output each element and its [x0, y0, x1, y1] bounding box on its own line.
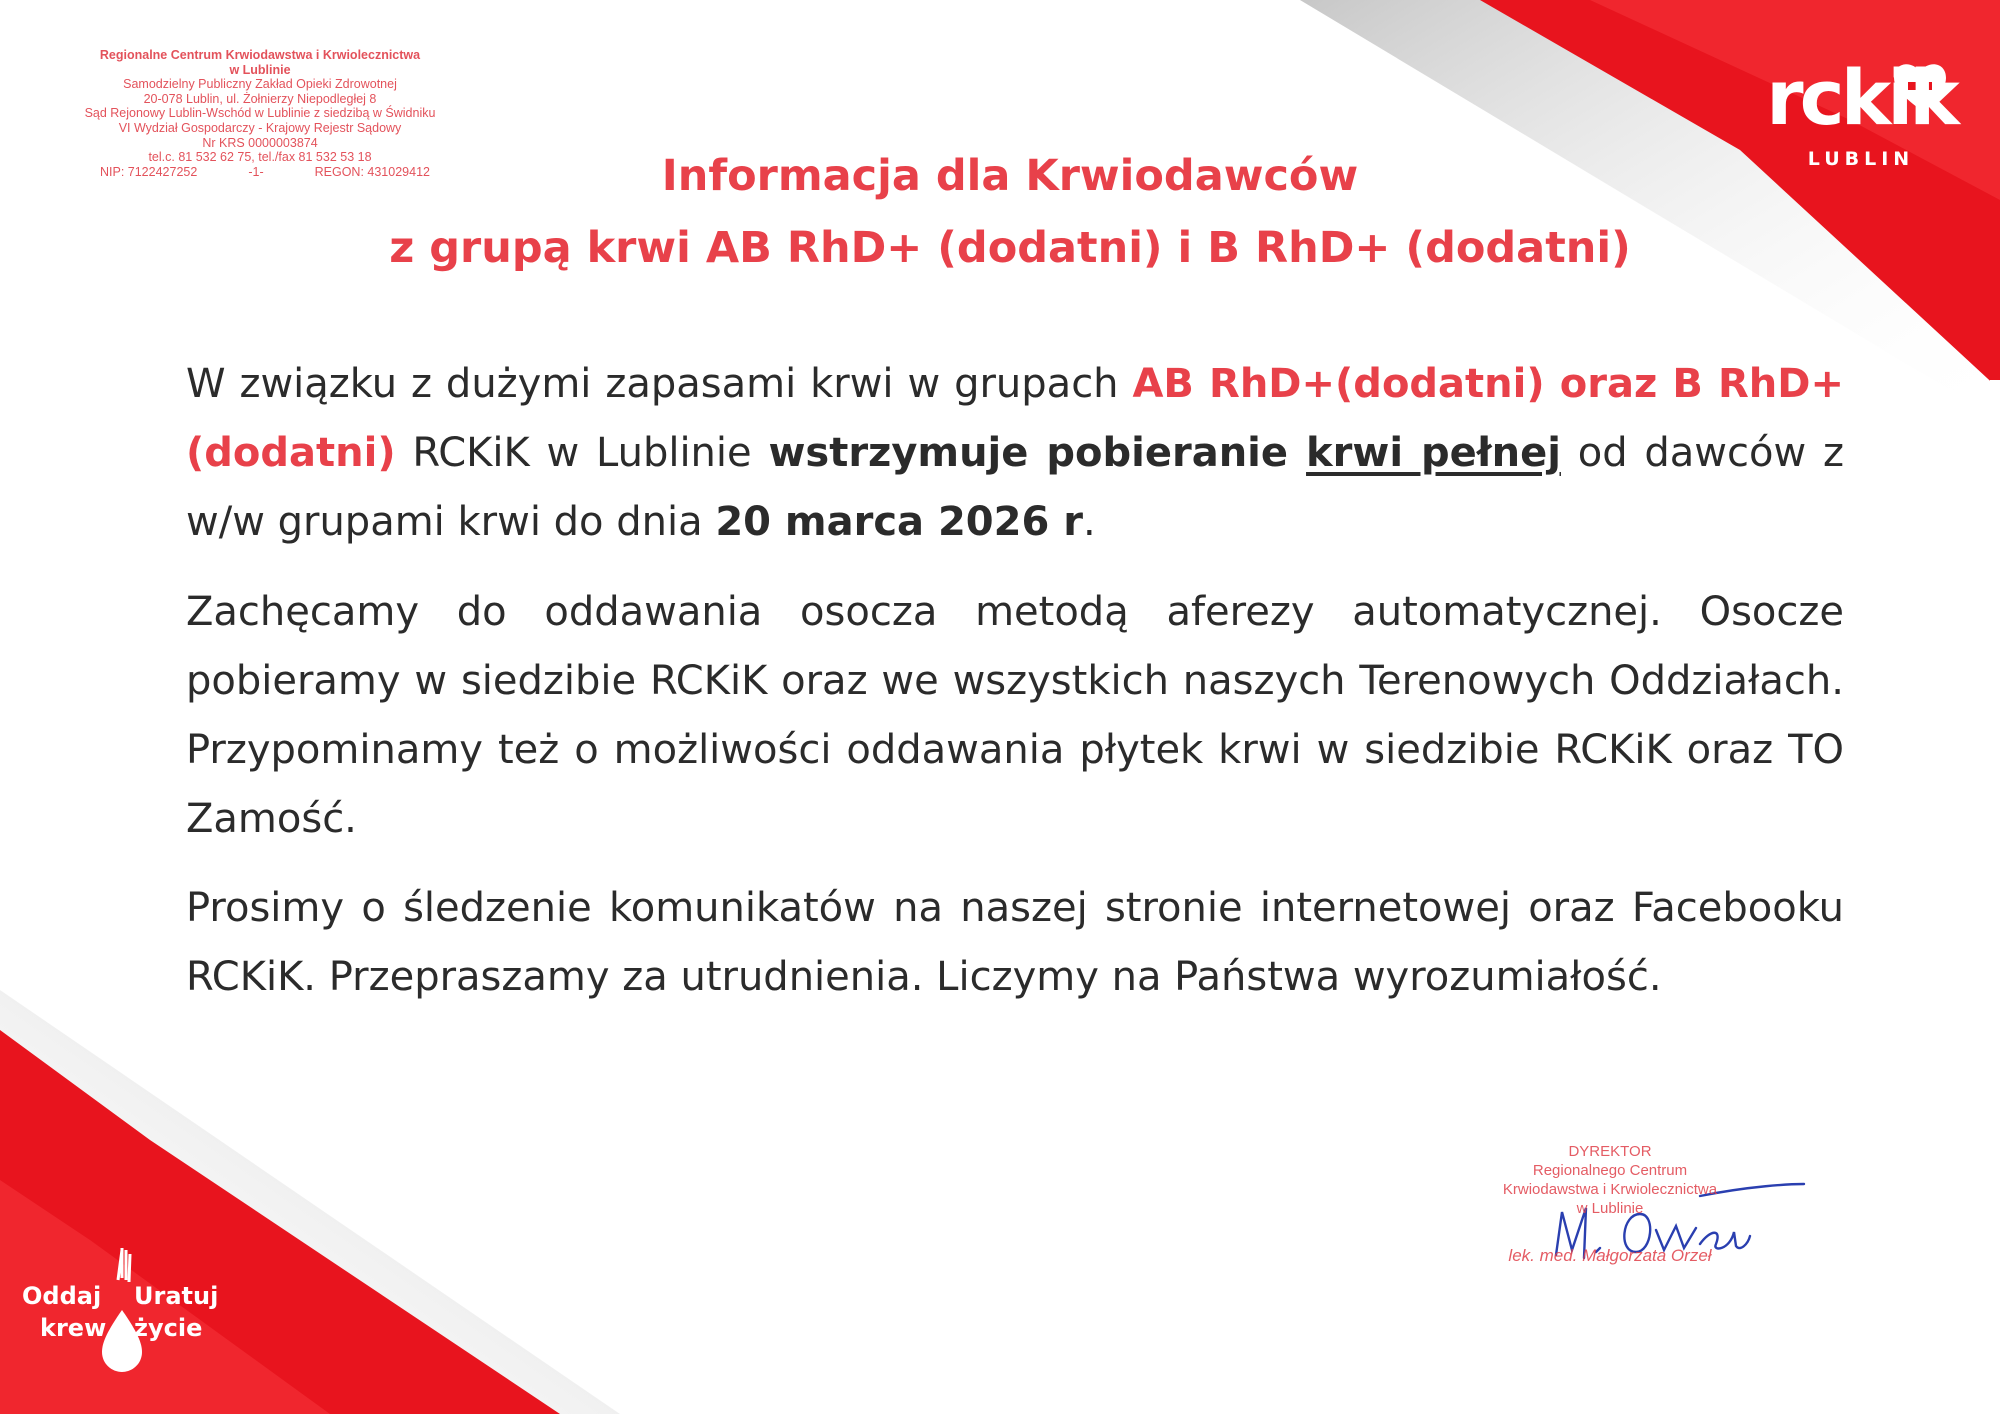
slogan-left — [22, 1280, 106, 1344]
rckik-logo — [1756, 46, 1966, 176]
blood-groups: AB RhD+(dodatni) oraz B RhD+(dodatni) — [186, 361, 1844, 476]
document-title-line-1: Informacja dla Krwiodawców — [661, 151, 1359, 201]
signature-org: Krwiodawstwa i Krwiolecznictwa — [1502, 1181, 1718, 1198]
slogan-right-top: Uratuj — [134, 1282, 219, 1310]
stamp-line: tel.c. 81 532 62 75, tel./fax 81 532 53 18 — [148, 150, 372, 165]
paragraph-apology: Prosimy o śledzenie komunikatów na naszej stronie internetowej oraz Facebooku RCKiK. Przepraszamy za utrudnienia. Liczymy na Państwa wyrozumiałość. — [186, 885, 1844, 1000]
director-name: lek. med. Małgorzata Orzeł — [1508, 1246, 1712, 1265]
signature-org: Regionalnego Centrum — [1532, 1162, 1688, 1179]
p1-text: . — [1082, 499, 1096, 545]
stamp-line: Sąd Rejonowy Lublin-Wschód w Lublinie z siedzibą w Świdniku — [84, 106, 436, 121]
p1-text: W związku z dużymi zapasami krwi w grupach — [186, 361, 1133, 407]
stamp-line: Samodzielny Publiczny Zakład Opieki Zdrowotnej — [123, 77, 397, 92]
whole-blood: krwi pełnej — [1306, 430, 1561, 476]
p1-text: od dawców z w/w grupami krwi do dnia — [186, 430, 1844, 545]
slogan-left-bottom: krew — [40, 1314, 107, 1342]
director-signature-stamp — [1460, 1142, 1760, 1265]
stamp-line: Nr KRS 0000003874 — [202, 135, 318, 150]
suspension-date: 20 marca 2026 r — [715, 499, 1083, 545]
stamp-line: Regionalne Centrum Krwiodawstwa i Krwiolecznictwa — [99, 48, 421, 62]
suspension-action: wstrzymuje pobieranie — [768, 430, 1307, 476]
signature-org: w Lublinie — [1576, 1200, 1644, 1217]
stamp-regon: REGON: 431029412 — [314, 164, 430, 179]
signature-title: DYREKTOR — [1568, 1143, 1652, 1160]
logo-wordmark: rckik — [1766, 53, 1956, 142]
paragraph-plasma: Zachęcamy do oddawania osocza metodą aferezy automatycznej. Osocze pobieramy w siedzibie RCKiK oraz we wszystkich naszych Terenowych Oddziałach. Przypominamy też o możliwości oddawania płytek krwi w siedzibie RCKiK oraz TO Zamość. — [186, 589, 1844, 842]
paragraph-suspension — [186, 350, 1844, 557]
stamp-line: VI Wydział Gospodarczy - Krajowy Rejestr Sądowy — [118, 120, 402, 135]
stamp-line: w Lublinie — [229, 62, 291, 77]
logo-city: LUBLIN — [1807, 148, 1915, 170]
stamp-page: -1- — [248, 164, 264, 179]
document-title-line-2: z grupą krwi AB RhD+ (dodatni) i B RhD+ (dodatni) — [389, 223, 1631, 273]
slogan-left-top: Oddaj — [22, 1282, 102, 1310]
stamp-line: 20-078 Lublin, ul. Żołnierzy Niepodległej 8 — [143, 91, 377, 106]
slogan-right-bottom: życie — [134, 1314, 203, 1342]
slogan-right — [134, 1280, 218, 1344]
p1-text: RCKiK w Lublinie — [395, 430, 769, 476]
stamp-nip: NIP: 7122427252 — [100, 164, 198, 179]
